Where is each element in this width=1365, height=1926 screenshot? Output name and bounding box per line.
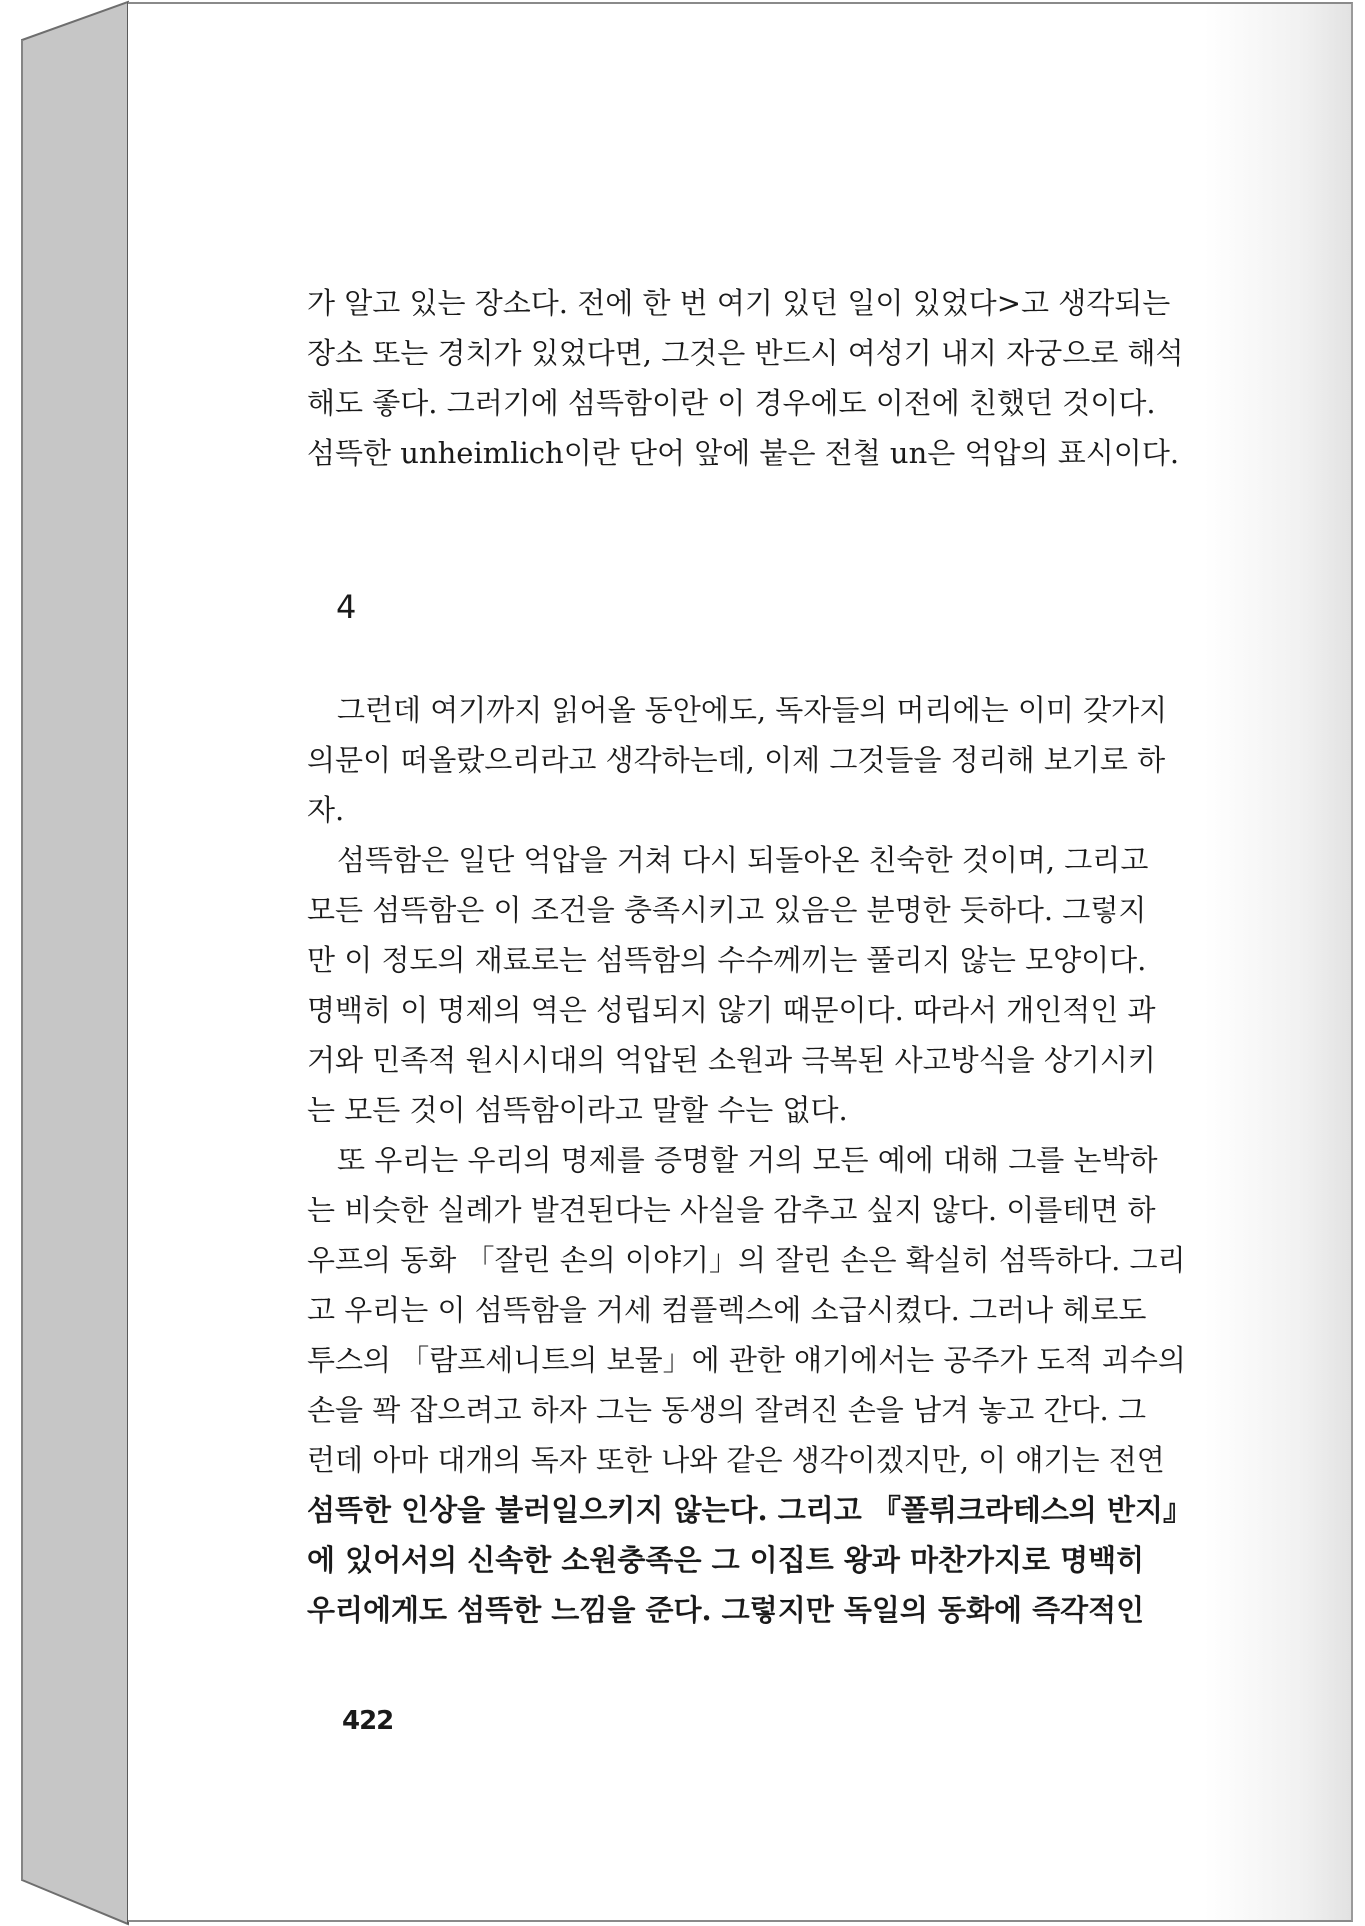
text-line: 는 비슷한 실례가 발견된다는 사실을 감추고 싶지 않다. 이를테면 하 — [307, 1193, 1156, 1227]
text-line: 해도 좋다. 그러기에 섬뜩함이란 이 경우에도 이전에 친했던 것이다. — [307, 386, 1156, 420]
text-line: 명백히 이 명제의 역은 성립되지 않기 때문이다. 따라서 개인적인 과 — [307, 993, 1156, 1027]
main-text — [307, 685, 1207, 1635]
text-line: 고 우리는 이 섬뜩함을 거세 컴플렉스에 소급시켰다. 그러나 헤로도 — [307, 1293, 1147, 1327]
text-line: 자. — [307, 793, 345, 827]
text-line: 는 모든 것이 섬뜩함이라고 말할 수는 없다. — [307, 1093, 848, 1127]
text-line: 우프의 동화 「잘린 손의 이야기」의 잘린 손은 확실히 섬뜩하다. 그리 — [307, 1243, 1186, 1277]
text-line: 투스의 「람프세니트의 보물」에 관한 얘기에서는 공주가 도적 괴수의 — [307, 1343, 1186, 1377]
text-line: 손을 꽉 잡으려고 하자 그는 동생의 잘려진 손을 남겨 놓고 간다. 그 — [307, 1393, 1146, 1427]
page-number: 422 — [342, 1706, 394, 1736]
text-line: 런데 아마 대개의 독자 또한 나와 같은 생각이겠지만, 이 얘기는 전연 — [307, 1443, 1165, 1477]
text-line: 가 알고 있는 장소다. 전에 한 번 여기 있던 일이 있었다>고 생각되는 — [307, 286, 1171, 320]
book-spine — [0, 0, 130, 1926]
top-paragraph — [307, 278, 1207, 478]
text-line: 그런데 여기까지 읽어올 동안에도, 독자들의 머리에는 이미 갖가지 — [337, 693, 1168, 727]
text-line: 거와 민족적 원시시대의 억압된 소원과 극복된 사고방식을 상기시키 — [307, 1043, 1156, 1077]
text-line: 또 우리는 우리의 명제를 증명할 거의 모든 예에 대해 그를 논박하 — [337, 1143, 1158, 1177]
section-number: 4 — [336, 588, 357, 626]
text-line: 에 있어서의 신속한 소원충족은 그 이집트 왕과 마찬가지로 명백히 — [307, 1543, 1145, 1577]
text-line: 우리에게도 섬뜩한 느낌을 준다. 그렇지만 독일의 동화에 즉각적인 — [307, 1593, 1145, 1627]
text-line: 섬뜩한 unheimlich이란 단어 앞에 붙은 전철 un은 억압의 표시이다. — [307, 436, 1180, 470]
text-line: 모든 섬뜩함은 이 조건을 충족시키고 있음은 분명한 듯하다. 그렇지 — [307, 893, 1147, 927]
text-line: 의문이 떠올랐으리라고 생각하는데, 이제 그것들을 정리해 보기로 하 — [307, 743, 1166, 777]
text-line: 장소 또는 경치가 있었다면, 그것은 반드시 여성기 내지 자궁으로 해석 — [307, 336, 1184, 370]
text-line: 만 이 정도의 재료로는 섬뜩함의 수수께끼는 풀리지 않는 모양이다. — [307, 943, 1147, 977]
text-line: 섬뜩한 인상을 불러일으키지 않는다. 그리고 『폴뤼크라테스의 반지』 — [307, 1493, 1193, 1527]
text-line: 섬뜩함은 일단 억압을 거쳐 다시 되돌아온 친숙한 것이며, 그리고 — [337, 843, 1149, 877]
